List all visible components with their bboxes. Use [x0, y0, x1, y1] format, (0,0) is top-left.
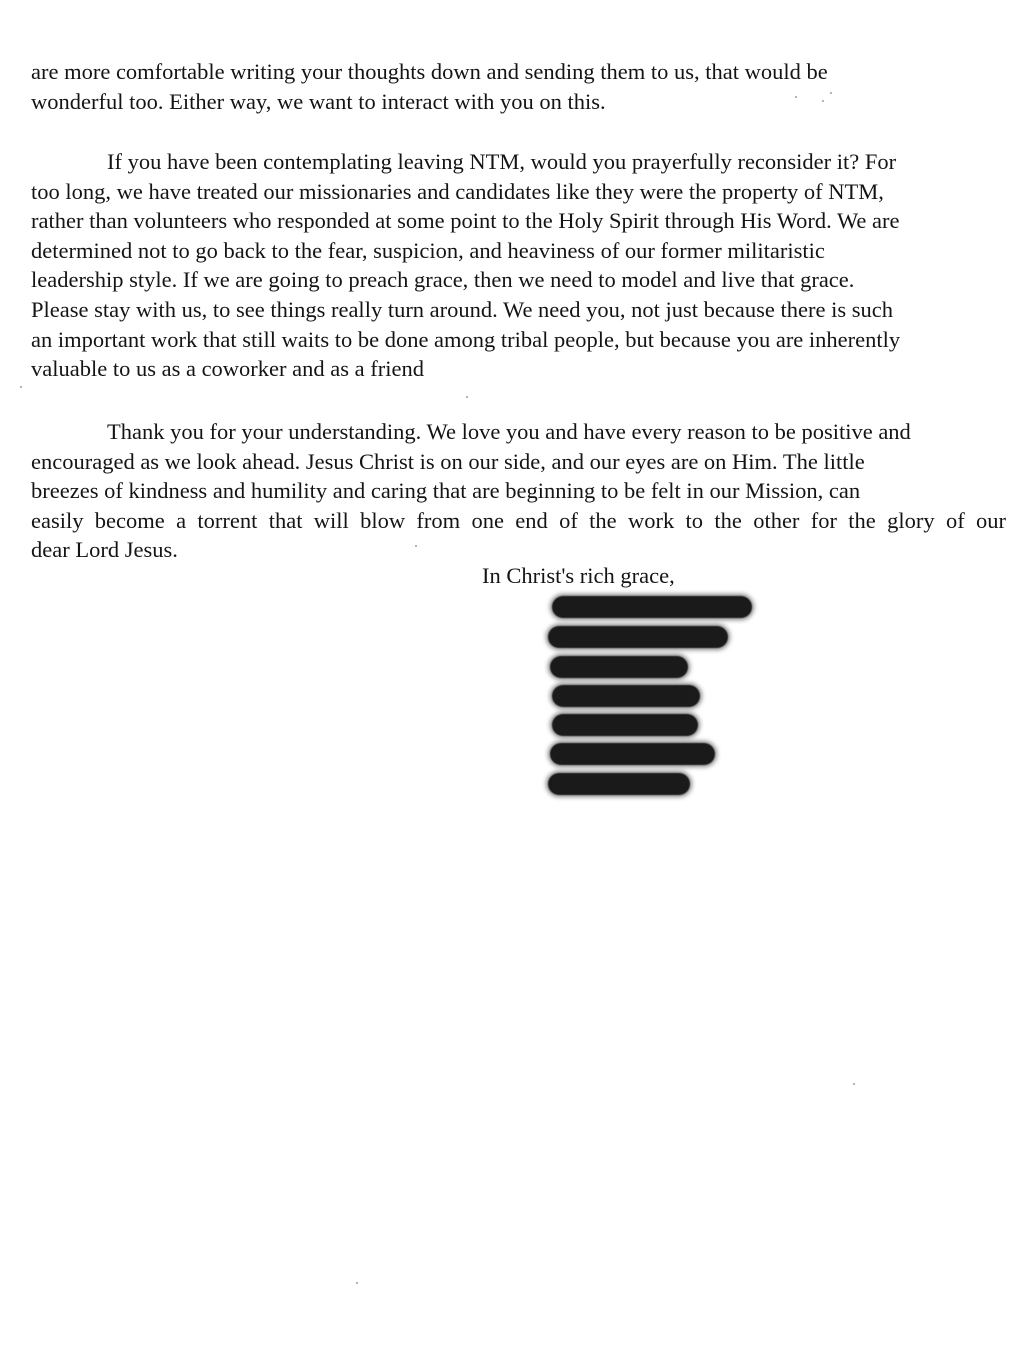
paragraph-1-line: wonderful too. Either way, we want to interact with you on this.: [31, 88, 606, 114]
redaction-bar: [548, 773, 690, 795]
paragraph-3-line: encouraged as we look ahead. Jesus Christ is on our side, and our eyes are on Him. The little: [31, 448, 865, 474]
redaction-bar: [550, 743, 715, 765]
paragraph-2-line: an important work that still waits to be done among tribal people, but because you are inherently: [31, 326, 901, 352]
paragraph-2: [31, 147, 1006, 384]
paragraph-3-line: dear Lord Jesus.: [31, 537, 178, 563]
scan-speck: [20, 386, 22, 388]
scan-speck: [466, 396, 468, 398]
redaction-bar: [552, 596, 752, 618]
paragraph-3: [31, 417, 1006, 565]
closing-salutation: In Christ's rich grace,: [482, 563, 675, 588]
paragraph-2-line: leadership style. If we are going to preach grace, then we need to model and live that grace.: [31, 267, 855, 293]
paragraph-3-line: Thank you for your understanding. We love you and have every reason to be positive and: [107, 419, 911, 444]
paragraph-2-line: rather than volunteers who responded at some point to the Holy Spirit through His Word. We are: [31, 208, 900, 234]
scan-speck: [830, 92, 832, 94]
paragraph-2-line: determined not to go back to the fear, suspicion, and heaviness of our former militaristic: [31, 237, 825, 263]
scan-speck: [415, 545, 417, 547]
paragraph-2-line: too long, we have treated our missionaries and candidates like they were the property of NTM,: [31, 178, 884, 204]
redaction-bar: [552, 685, 700, 707]
paragraph-1: [31, 57, 1006, 116]
paragraph-3-line: easily become a torrent that will blow from one end of the work to the other for the glory of our: [31, 507, 1006, 533]
scan-speck: [853, 1083, 855, 1085]
paragraph-2-line: If you have been contemplating leaving NTM, would you prayerfully reconsider it? For: [107, 149, 897, 174]
scan-speck: [356, 1282, 358, 1284]
scan-speck: [822, 100, 824, 102]
scan-speck: [795, 96, 797, 98]
paragraph-3-line: breezes of kindness and humility and caring that are beginning to be felt in our Mission, can: [31, 478, 861, 504]
redaction-bar: [550, 656, 688, 678]
redaction-bar: [552, 714, 698, 736]
paragraph-1-line: are more comfortable writing your thoughts down and sending them to us, that would be: [31, 59, 828, 84]
paragraph-2-line: valuable to us as a coworker and as a friend: [31, 356, 424, 382]
paragraph-2-line: Please stay with us, to see things really turn around. We need you, not just because there is such: [31, 296, 893, 322]
redaction-bar: [548, 626, 728, 648]
